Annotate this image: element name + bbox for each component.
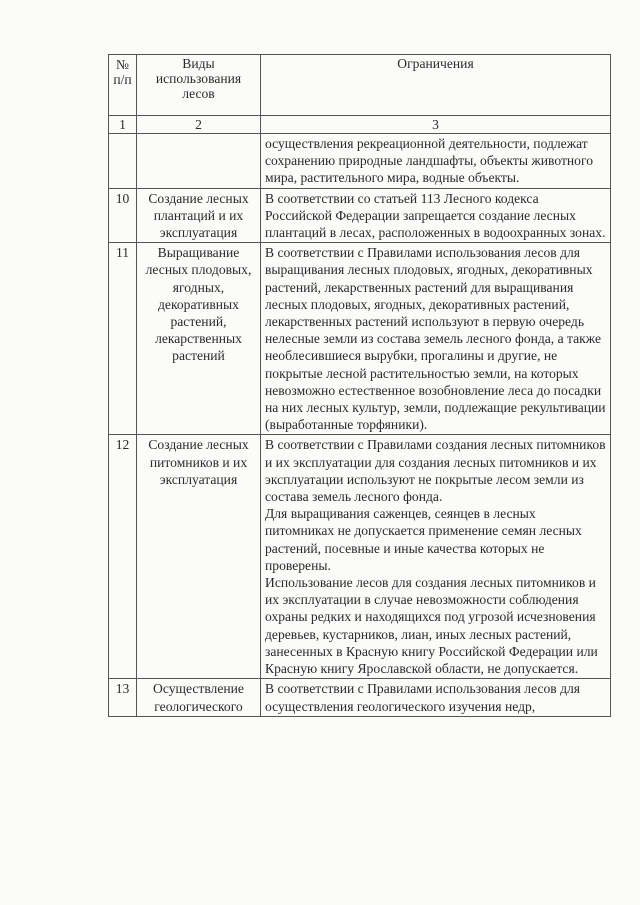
row-restriction: [261, 679, 611, 716]
restriction-paragraph: В соответствии с Правилами использования лесов для выращивания лесных плодовых, ягодных, декоративных растений, лекарственных растений для выращивания лесных плодовых, ягодных, декоративных растений, лекарственных растений используют в первую очередь нелесные земли из состава земель лесного фонда, а также необлесившиеся вырубки, прогалины и другие, не покрытые лесной растительностью земли, на которых невозможно естественное возобновление леса до посадки на них лесных культур, земли, подлежащие рекультивации (выработанные торфяники).: [265, 245, 606, 433]
restriction-paragraph: В соответствии со статьей 113 Лесного кодекса Российской Федерации запрещается создание лесных плантаций в лесах, расположенных в водоохранных зонах.: [265, 190, 606, 241]
row-number: 13: [109, 679, 137, 716]
column-number: 2: [137, 116, 261, 134]
row-number: 10: [109, 188, 137, 243]
table-row: [109, 188, 611, 243]
restriction-paragraph: В соответствии с Правилами создания лесных питомников и их эксплуатации для создания лесных питомников и их эксплуатации используют не покрытые лесом земли из состава земель лесного фонда.: [265, 437, 606, 505]
row-number: 12: [109, 435, 137, 679]
table-header-row: [109, 55, 611, 116]
restrictions-table: [108, 54, 611, 717]
table-row: [109, 435, 611, 679]
row-restriction: [261, 243, 611, 435]
row-restriction: [261, 134, 611, 189]
row-use-kind: [137, 134, 261, 189]
row-use-kind: Создание лесных плантаций и их эксплуатация: [137, 188, 261, 243]
row-restriction: [261, 435, 611, 679]
row-restriction: [261, 188, 611, 243]
row-number: [109, 134, 137, 189]
restriction-paragraph: осуществления рекреационной деятельности, подлежат сохранению природные ландшафты, объекты животного мира, растительного мира, водные объекты.: [265, 136, 594, 186]
row-use-kind: Создание лесных питомников и их эксплуатация: [137, 435, 261, 679]
header-use-kind: Виды использования лесов: [137, 55, 261, 116]
table-row: [109, 243, 611, 435]
row-use-kind: Осуществление геологического: [137, 679, 261, 716]
restriction-paragraph: Для выращивания саженцев, сеянцев в лесных питомниках не допускается применение семян лесных растений, посевные и иные качества которых не проверены.: [265, 506, 582, 573]
column-numbers-row: [109, 116, 611, 134]
row-number: 11: [109, 243, 137, 435]
column-number: 1: [109, 116, 137, 134]
table-row: [109, 134, 611, 189]
header-number: № п/п: [109, 55, 137, 116]
header-restrictions: Ограничения: [261, 55, 611, 116]
restriction-paragraph: Использование лесов для создания лесных питомников и их эксплуатации в случае невозможности соблюдения охраны редких и находящихся под угрозой исчезновения деревьев, кустарников, лиан, иных лесных растений, занесенных в Красную книгу Российской Федерации или Красную книгу Ярославской области, не допускается.: [265, 575, 598, 677]
row-use-kind: Выращивание лесных плодовых, ягодных, декоративных растений, лекарственных растений: [137, 243, 261, 435]
restriction-paragraph: В соответствии с Правилами использования лесов для осуществления геологического изучения недр,: [265, 681, 581, 714]
table-row: [109, 679, 611, 716]
column-number: 3: [261, 116, 611, 134]
